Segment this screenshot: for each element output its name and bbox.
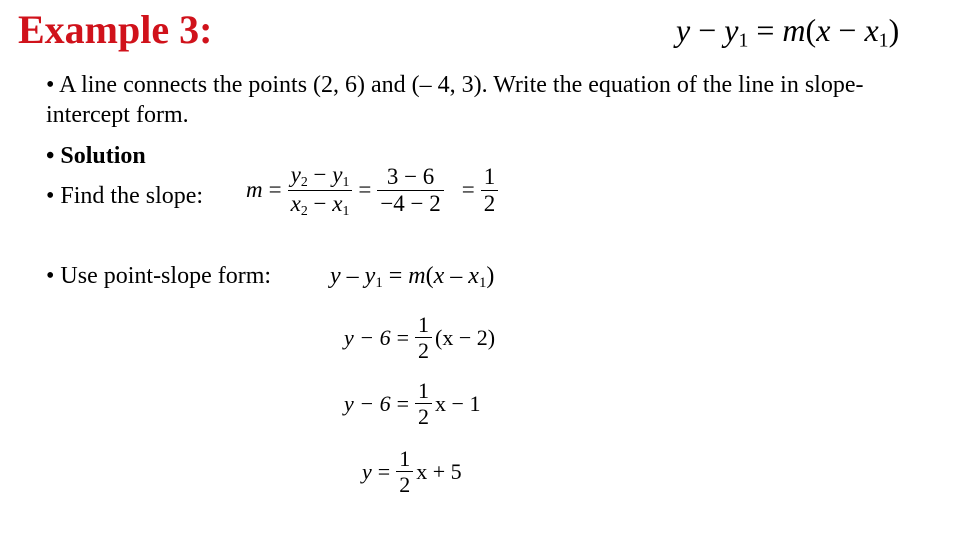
step-2-equation: y − 6 = $\frac{1}{2}$ x − 1	[344, 378, 481, 430]
use-point-slope-label: • Use point-slope form:	[46, 263, 272, 289]
step-1-fraction: $\frac{1}{2}$	[415, 312, 432, 364]
slide-title: Example 3:	[18, 7, 213, 52]
point-slope-inline-formula: $y - y_1 = m(x - x_1)$	[330, 263, 495, 292]
header-point-slope-formula: $y - y_1 = m(x - x_1)$	[676, 12, 900, 52]
step-2-fraction: $\frac{1}{2}$	[415, 378, 432, 430]
step-3-equation: y = $\frac{1}{2}$ x + 5	[362, 446, 462, 498]
find-slope-label: • Find the slope:	[46, 183, 204, 209]
slope-result-fraction: $\frac{1}{2}$	[481, 164, 499, 218]
slope-definition-fraction: $\frac{y2 - y1}{x2 - x1}$	[288, 162, 353, 219]
problem-statement: • A line connects the points (2, 6) and (– 4, 3). Write the equation of the line in slope-intercept form.	[46, 72, 864, 128]
step-1-equation: y − 6 = $\frac{1}{2}$ (x − 2)	[344, 312, 496, 364]
slope-m: m	[246, 177, 263, 203]
step-3-fraction: $\frac{1}{2}$	[396, 446, 413, 498]
slope-substitution-fraction: $\frac{3 - 6}{-4 - 2}$	[377, 164, 443, 218]
slope-formula: m = $\frac{y2 - y1}{x2 - x1}$ = $\frac{3 - 6}{-4 - 2}$ = $\frac{1}{2}$	[246, 162, 498, 219]
solution-heading: • Solution	[46, 143, 146, 169]
